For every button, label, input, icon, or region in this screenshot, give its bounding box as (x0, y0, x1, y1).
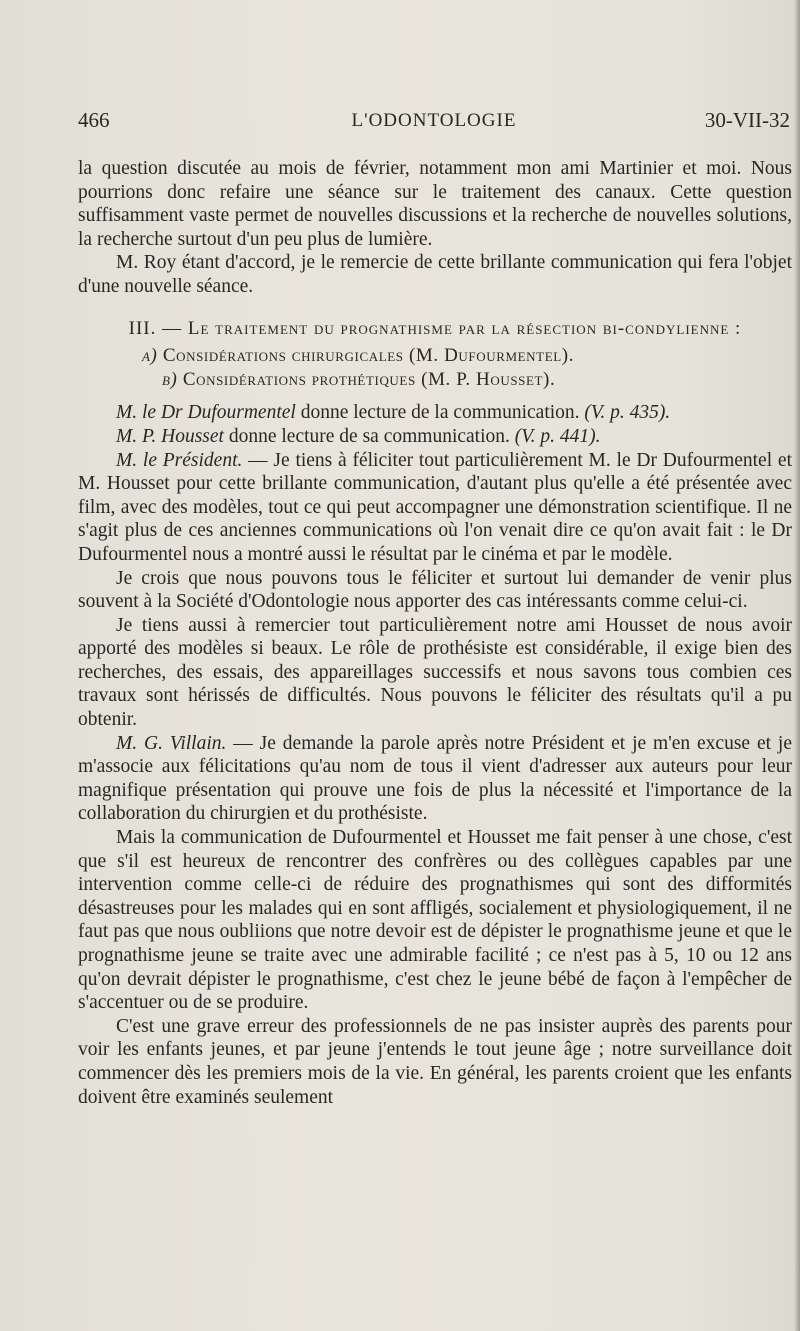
paragraph: C'est une grave erreur des professionnels de ne pas insister auprès des parents pour voir les enfants jeunes, et par jeune j'entends le tout jeune âge ; notre surveillance doit commencer dès les premiers mois de la vie. En général, les parents croient que les enfants doivent être examinés seulement (78, 1015, 792, 1108)
subheading-a (78, 344, 792, 368)
paragraph-text: donne lecture de la communication. (295, 402, 585, 424)
issue-date: 30-VII-32 (704, 108, 790, 132)
subheading-label: b) (162, 368, 178, 390)
paragraph-text: — Je demande la parole après notre Président et je m'en excuse et je m'associe aux félicitations qu'au nom de tous il vient d'adresser aux auteurs pour leur magnifique présentation qui prouve une fois de plus la nécessité et l'importance de la collaboration du chirurgien et du prothésiste. (78, 732, 792, 825)
paragraph: Je tiens aussi à remercier tout particulièrement notre ami Housset de nous avoir apporté des modèles si beaux. Le rôle de prothésiste est considérable, il exige bien des recherches, des essais, des appareillages successifs et nous savons tous combien ces travaux sont hérissés de difficultés. Nous pouvons le féliciter des résultats qu'il a pu obtenir. (78, 614, 792, 731)
paragraph (78, 425, 792, 449)
body-text (78, 157, 792, 1109)
speaker-name: M. G. Villain. (116, 732, 227, 754)
subheading-text: Considérations prothétiques (M. P. Housset). (182, 368, 556, 390)
paragraph-text: donne lecture de sa communication. (223, 425, 515, 447)
subheading-label: a) (142, 345, 158, 367)
paragraph: M. Roy étant d'accord, je le remercie de cette brillante communication qui fera l'objet d'une nouvelle séance. (78, 252, 792, 297)
subheading-b (78, 368, 792, 392)
page-edge-shadow (794, 0, 800, 1331)
paragraph: Je crois que nous pouvons tous le féliciter et surtout lui demander de venir plus souvent à la Société d'Odontologie nous apporter des cas intéressants comme celui-ci. (78, 567, 792, 613)
speaker-name: M. le Dr Dufourmentel (116, 402, 296, 424)
journal-title: L'ODONTOLOGIE (351, 110, 517, 131)
paragraph-text: — Je tiens à féliciter tout particulièrement M. le Dr Dufourmentel et M. Housset pour cette brillante communication, d'autant plus qu'elle a été présentée avec film, avec des modèles, tout ce qui peut accompagner une démonstration scientifique. Il ne s'agit plus de ces anciennes communications où l'on venait dire ce qu'on avait fait : le Dr Dufourmentel nous a montré aussi le résultat par le cinéma et par le modèle. (78, 449, 792, 565)
paragraph (78, 732, 792, 826)
page-number: 466 (78, 108, 110, 132)
speaker-name: M. le Président. (116, 449, 243, 471)
paragraph: la question discutée au mois de février, notamment mon ami Martinier et moi. Nous pourrions donc refaire une séance sur le traitement des canaux. Cette question suffisamment vaste permet de nouvelles discussions et la recherche de nouvelles solutions, la recherche surtout d'un peu plus de lumière. (78, 158, 792, 250)
subheading-text: Considérations chirurgicales (M. Dufourmentel). (162, 345, 575, 367)
paragraph: Mais la communication de Dufourmentel et Housset me fait penser à une chose, c'est que s'il est heureux de rencontrer des confrères ou des collègues capables par une intervention comme celle-ci de réduire des prognathismes qui sont des difformités désastreuses pour les malades qui en sont affligés, socialement et physiologiquement, il ne faut pas que nous oubliions que notre devoir est de dépister le prognathisme jeune et que le prognathisme jeune se traite avec une admirable facilité ; ce n'est pas à 5, 10 ou 12 ans qu'on devrait dépister le prognathisme, c'est chez le jeune bébé de façon à l'empêcher de s'accentuer ou de se produire. (78, 827, 792, 1014)
section-heading: III. — Le traitement du prognathisme par la résection bi-condylienne : (128, 317, 742, 339)
running-header (78, 108, 790, 138)
page-reference: (V. p. 441). (514, 425, 601, 447)
paragraph (78, 401, 792, 425)
speaker-name: M. P. Housset (116, 425, 224, 447)
paragraph (78, 449, 792, 567)
page-reference: (V. p. 435). (584, 402, 671, 424)
